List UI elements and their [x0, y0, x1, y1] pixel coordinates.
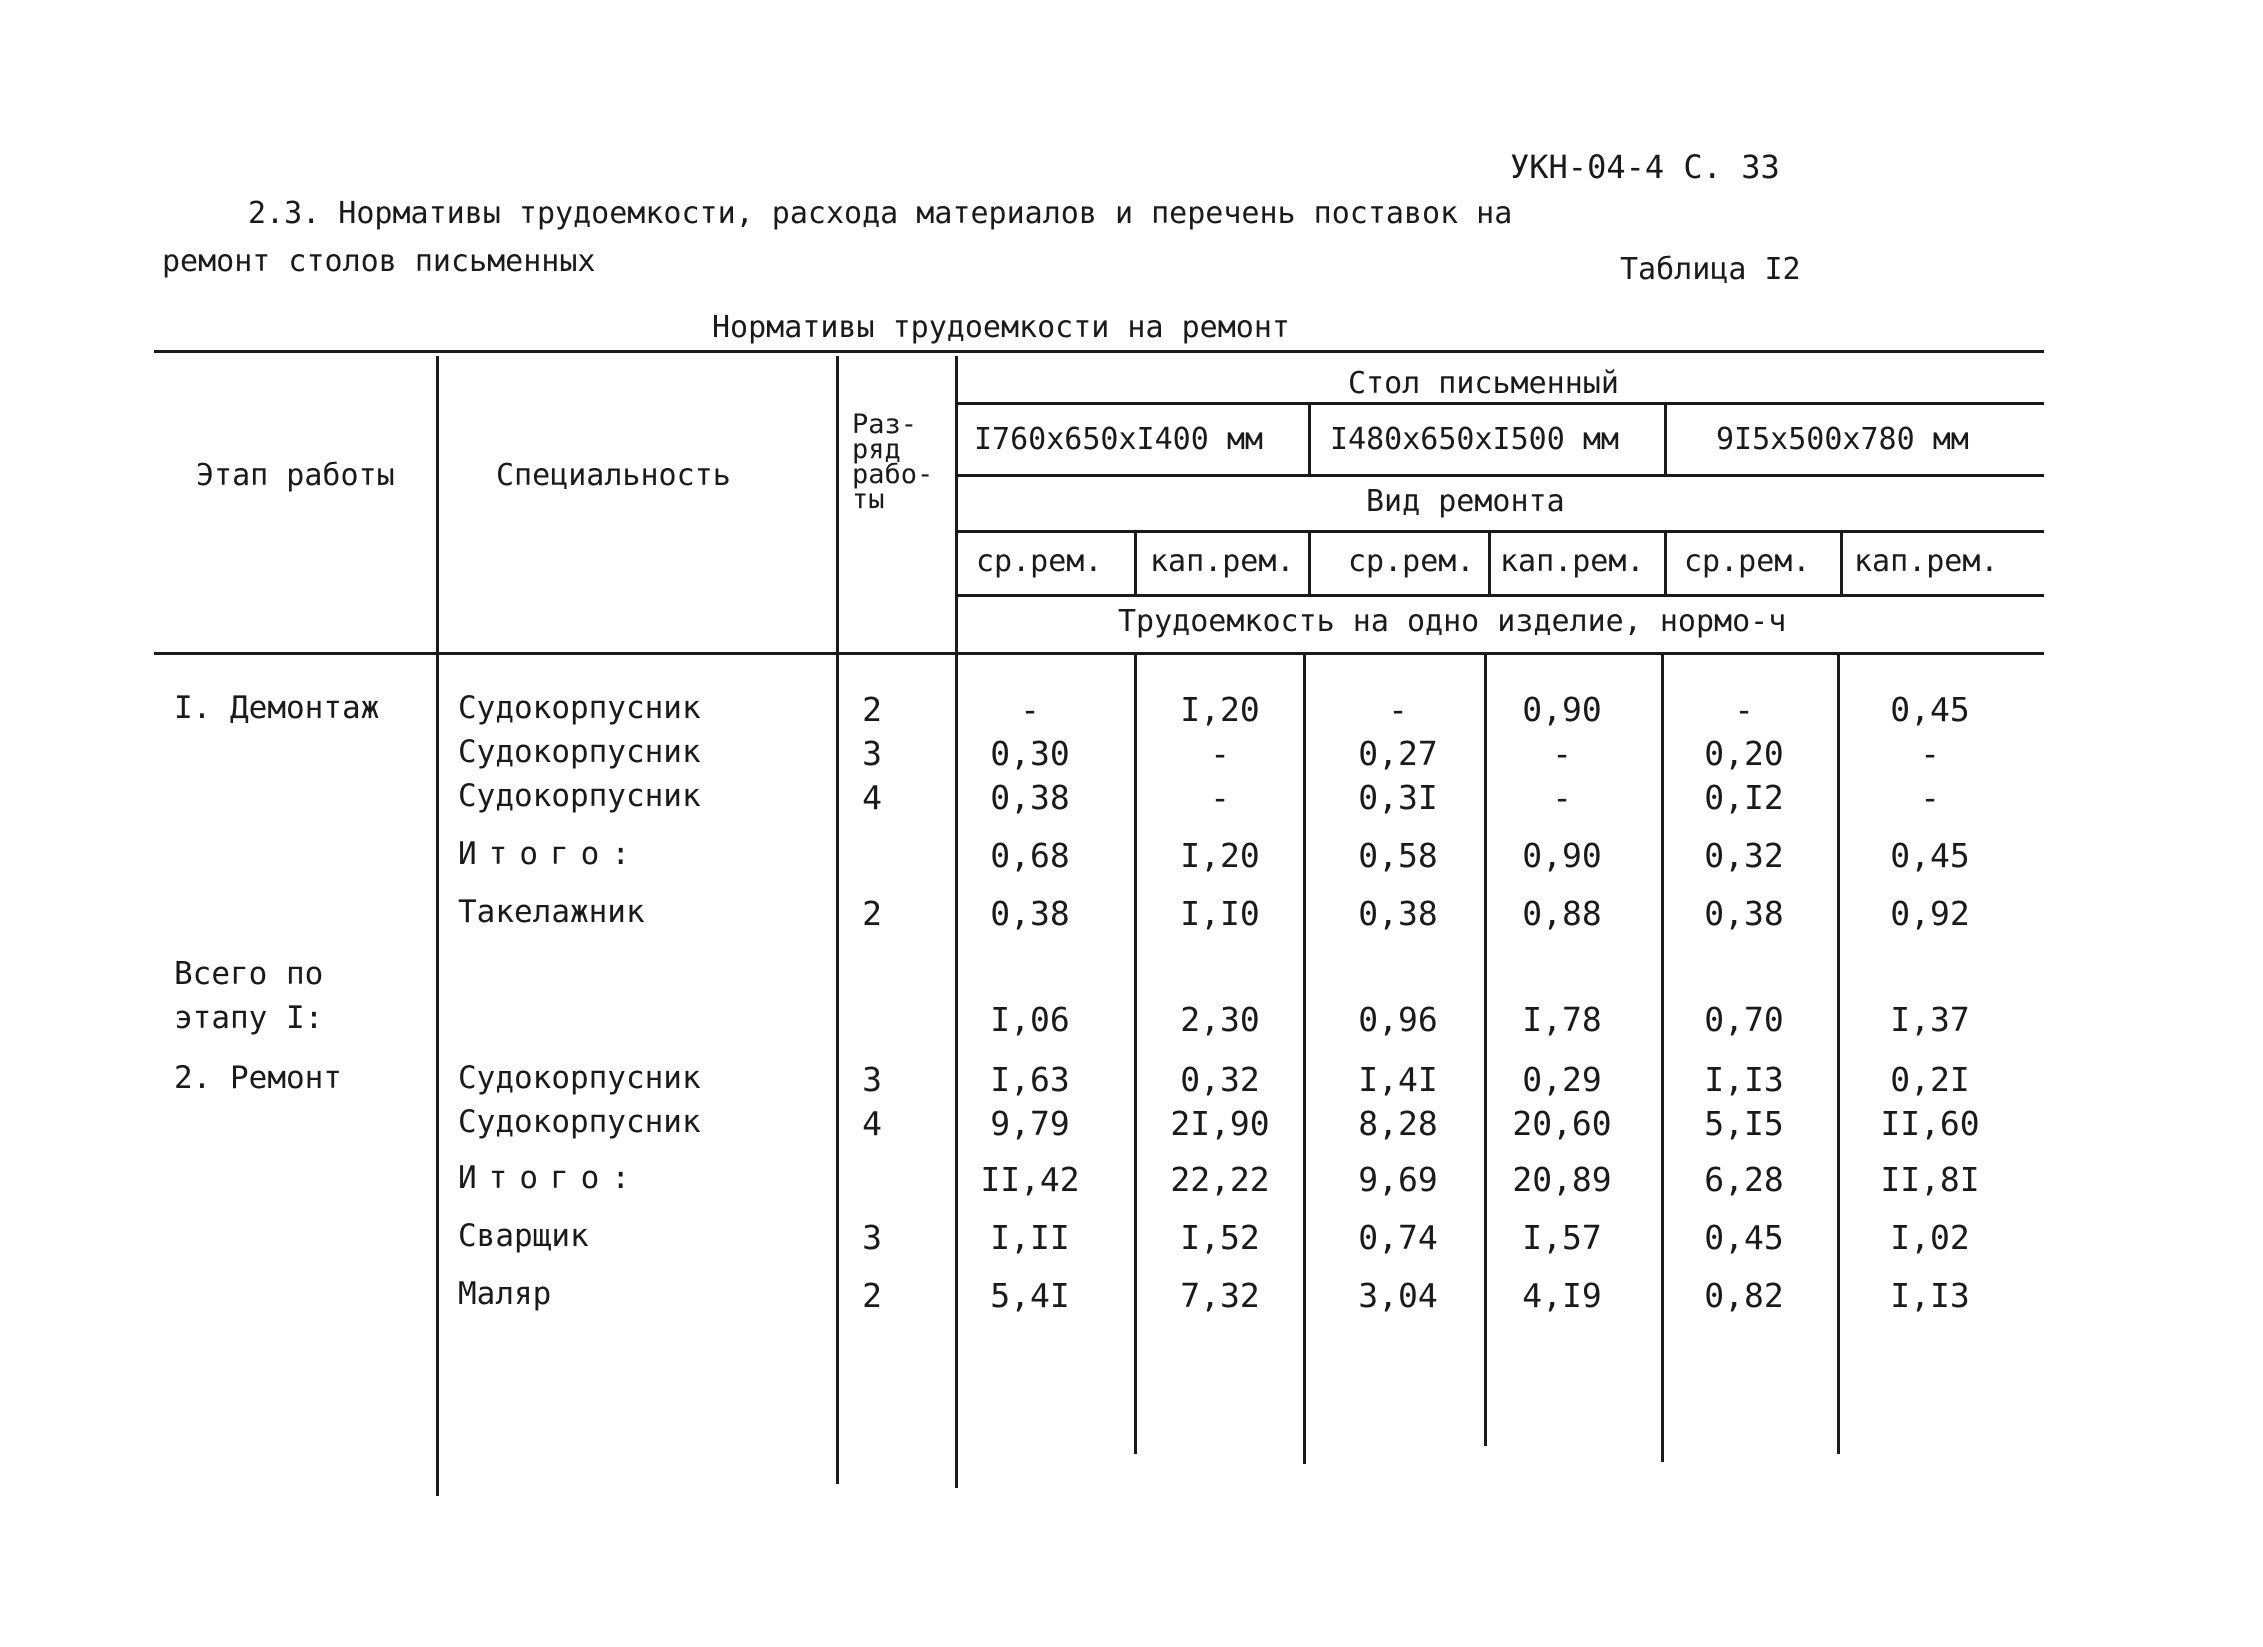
row-grade: 2 — [862, 894, 882, 933]
row-value: 0,38 — [990, 778, 1070, 817]
row-value: 6,28 — [1704, 1160, 1784, 1199]
row-specialty: Судокорпусник — [458, 734, 701, 770]
row-value: - — [1020, 690, 1040, 729]
row-value: 0,68 — [990, 836, 1070, 875]
row-grade: 2 — [862, 1276, 882, 1315]
row-value: 0,96 — [1358, 1000, 1438, 1039]
row-value: 0,3I — [1358, 778, 1438, 817]
row-value: - — [1388, 690, 1408, 729]
vrule-values — [955, 356, 958, 1488]
row-stage: I. Демонтаж — [174, 690, 380, 726]
row-value: I,4I — [1358, 1060, 1438, 1099]
vrule-body-2 — [1303, 654, 1306, 1464]
row-value: 0,45 — [1890, 690, 1970, 729]
row-value: - — [1920, 778, 1940, 817]
row-value: I,I3 — [1890, 1276, 1970, 1315]
row-value: II,8I — [1880, 1160, 1980, 1199]
vrule-grade — [836, 356, 839, 1484]
row-value: 22,22 — [1170, 1160, 1270, 1199]
row-value: - — [1210, 734, 1230, 773]
row-value: I,78 — [1522, 1000, 1602, 1039]
vrule-body-5 — [1837, 654, 1840, 1454]
rule-repair-type — [958, 530, 2044, 533]
table-label: Таблица I2 — [1620, 252, 1801, 287]
row-grade: 4 — [862, 1104, 882, 1143]
header-stage: Этап работы — [196, 458, 395, 493]
row-grade: 3 — [862, 734, 882, 773]
row-value: I,63 — [990, 1060, 1070, 1099]
header-sub-1: ср.рем. — [976, 544, 1103, 579]
row-stage: этапу I: — [174, 1000, 324, 1036]
vrule-size-2 — [1664, 404, 1667, 474]
row-specialty: Маляр — [458, 1276, 552, 1312]
row-grade: 4 — [862, 778, 882, 817]
rule-sizes — [958, 474, 2044, 477]
row-value: 0,82 — [1704, 1276, 1784, 1315]
header-sub-6: кап.рем. — [1854, 544, 1999, 579]
row-value: I,52 — [1180, 1218, 1260, 1257]
row-value: 0,45 — [1704, 1218, 1784, 1257]
vrule-body-3 — [1484, 654, 1487, 1446]
header-repair-type: Вид ремонта — [1366, 484, 1565, 519]
row-value: 5,4I — [990, 1276, 1070, 1315]
vrule-size-1 — [1308, 404, 1311, 474]
header-size-3: 9I5x500x780 мм — [1716, 422, 1969, 457]
row-value: 2I,90 — [1170, 1104, 1270, 1143]
row-value: - — [1920, 734, 1940, 773]
row-value: I,02 — [1890, 1218, 1970, 1257]
row-value: - — [1552, 734, 1572, 773]
row-specialty: Судокорпусник — [458, 1104, 701, 1140]
header-sub-2: кап.рем. — [1150, 544, 1295, 579]
header-sub-5: ср.рем. — [1684, 544, 1811, 579]
row-value: 9,79 — [990, 1104, 1070, 1143]
row-specialty: Судокорпусник — [458, 1060, 701, 1096]
header-specialty: Специальность — [496, 458, 731, 493]
header-size-2: I480x650xI500 мм — [1330, 422, 1619, 457]
rule-subheaders — [958, 594, 2044, 597]
row-value: I,II — [990, 1218, 1070, 1257]
row-value: 5,I5 — [1704, 1104, 1784, 1143]
row-value: 0,90 — [1522, 836, 1602, 875]
row-value: 0,32 — [1704, 836, 1784, 875]
row-specialty: Итого: — [458, 1160, 642, 1196]
header-product: Стол письменный — [1348, 366, 1619, 401]
doc-code: УКН-04-4 С. 33 — [1510, 148, 1780, 186]
row-value: 0,88 — [1522, 894, 1602, 933]
row-value: 0,58 — [1358, 836, 1438, 875]
row-value: 20,89 — [1512, 1160, 1612, 1199]
row-value: I,06 — [990, 1000, 1070, 1039]
row-value: I,I3 — [1704, 1060, 1784, 1099]
row-stage: Всего по — [174, 956, 324, 992]
row-value: 0,27 — [1358, 734, 1438, 773]
row-value: 4,I9 — [1522, 1276, 1602, 1315]
row-value: - — [1210, 778, 1230, 817]
vrule-sub-5 — [1840, 532, 1843, 594]
vrule-body-4 — [1661, 654, 1664, 1462]
row-value: - — [1734, 690, 1754, 729]
rule-product — [958, 402, 2044, 405]
row-value: 0,29 — [1522, 1060, 1602, 1099]
row-value: 0,92 — [1890, 894, 1970, 933]
header-sub-3: ср.рем. — [1348, 544, 1475, 579]
header-unit: Трудоемкость на одно изделие, нормо-ч — [1118, 604, 1787, 639]
vrule-sub-2 — [1308, 532, 1311, 594]
row-grade: 3 — [862, 1060, 882, 1099]
row-value: 0,32 — [1180, 1060, 1260, 1099]
row-stage: 2. Ремонт — [174, 1060, 342, 1096]
row-value: I,37 — [1890, 1000, 1970, 1039]
row-value: 0,2I — [1890, 1060, 1970, 1099]
vrule-sub-3 — [1488, 532, 1491, 594]
row-specialty: Сварщик — [458, 1218, 589, 1254]
row-grade: 3 — [862, 1218, 882, 1257]
row-value: 7,32 — [1180, 1276, 1260, 1315]
header-grade: Раз- ряд рабо- ты — [852, 409, 934, 515]
section-heading-line1: 2.3. Нормативы трудоемкости, расхода материалов и перечень поставок на — [248, 196, 1513, 231]
row-value: I,20 — [1180, 836, 1260, 875]
row-value: II,42 — [980, 1160, 1080, 1199]
row-specialty: Итого: — [458, 836, 642, 872]
vrule-body-1 — [1134, 654, 1137, 1454]
row-value: 0,38 — [1358, 894, 1438, 933]
row-value: 20,60 — [1512, 1104, 1612, 1143]
row-specialty: Такелажник — [458, 894, 645, 930]
row-value: I,57 — [1522, 1218, 1602, 1257]
row-value: 2,30 — [1180, 1000, 1260, 1039]
vrule-sub-1 — [1134, 532, 1137, 594]
row-value: 0,90 — [1522, 690, 1602, 729]
row-value: - — [1552, 778, 1572, 817]
header-sub-4: кап.рем. — [1500, 544, 1645, 579]
row-value: II,60 — [1880, 1104, 1980, 1143]
section-heading-line2: ремонт столов письменных — [162, 244, 596, 279]
row-value: 0,30 — [990, 734, 1070, 773]
row-value: 0,20 — [1704, 734, 1784, 773]
vrule-sub-4 — [1664, 532, 1667, 594]
row-grade: 2 — [862, 690, 882, 729]
row-value: I,I0 — [1180, 894, 1260, 933]
row-value: 0,70 — [1704, 1000, 1784, 1039]
row-value: 0,38 — [990, 894, 1070, 933]
row-value: 0,38 — [1704, 894, 1784, 933]
row-value: 8,28 — [1358, 1104, 1438, 1143]
row-specialty: Судокорпусник — [458, 690, 701, 726]
row-value: 0,I2 — [1704, 778, 1784, 817]
row-value: 0,45 — [1890, 836, 1970, 875]
row-value: 0,74 — [1358, 1218, 1438, 1257]
row-specialty: Судокорпусник — [458, 778, 701, 814]
rule-top — [154, 350, 2044, 353]
row-value: 3,04 — [1358, 1276, 1438, 1315]
vrule-specialty — [436, 356, 439, 1496]
row-value: I,20 — [1180, 690, 1260, 729]
row-value: 9,69 — [1358, 1160, 1438, 1199]
header-size-1: I760x650xI400 мм — [974, 422, 1263, 457]
table-title: Нормативы трудоемкости на ремонт — [712, 310, 1290, 345]
